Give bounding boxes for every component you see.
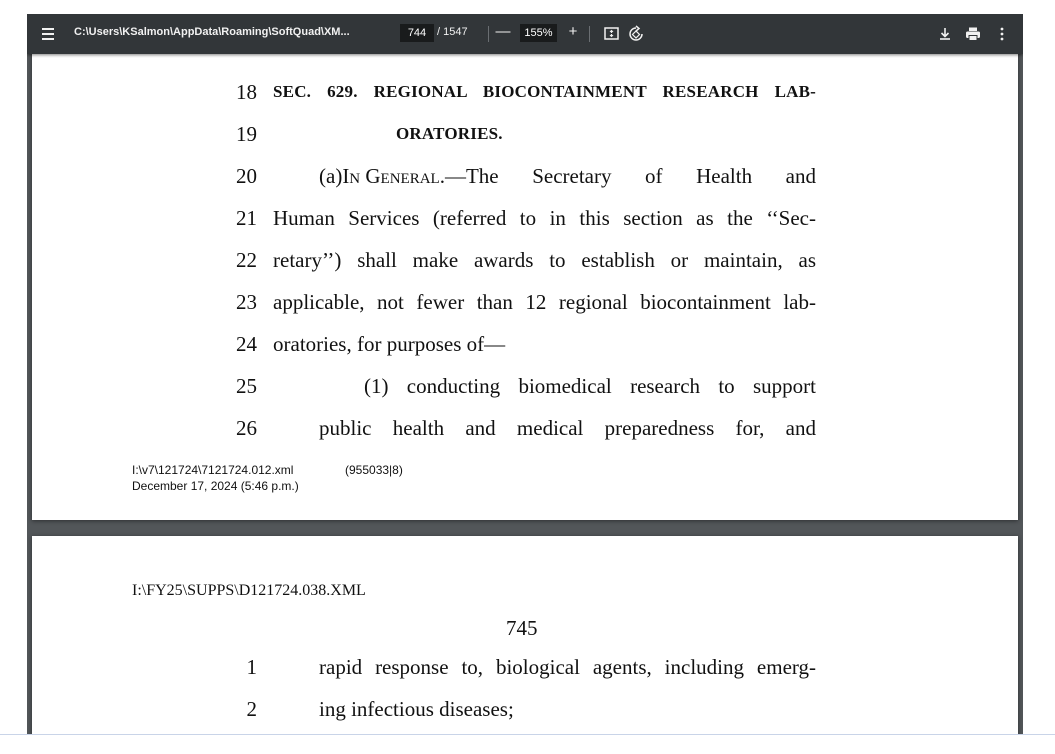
line-number: 20 — [236, 164, 257, 188]
line-text: ing infectious diseases; — [319, 697, 514, 721]
line-number: 1 — [246, 655, 257, 679]
section-heading: ORATORIES. — [396, 124, 503, 143]
text-segment: —The Secretary of Health and — [444, 164, 816, 188]
line-number: 2 — [246, 697, 257, 721]
print-icon[interactable] — [964, 25, 982, 43]
fit-page-icon[interactable] — [603, 25, 621, 43]
zoom-out-button[interactable]: — — [495, 23, 511, 40]
line-number: 25 — [236, 374, 257, 398]
text-line — [32, 122, 1018, 150]
line-text: Human Services (referred to in this section as the ‘‘Sec- — [273, 206, 816, 230]
pdf-page — [32, 536, 1018, 734]
zoom-in-button[interactable]: + — [568, 23, 578, 40]
rotate-icon[interactable] — [627, 25, 645, 43]
text-line — [32, 164, 1018, 192]
text-line — [32, 416, 1018, 444]
text-line — [32, 80, 1018, 108]
window-bottom-edge — [0, 734, 1055, 735]
line-number: 26 — [236, 416, 257, 440]
more-icon[interactable] — [993, 25, 1011, 43]
line-text: public health and medical preparedness for, and — [319, 416, 816, 440]
line-text: retary’’) shall make awards to establish or maintain, as — [273, 248, 816, 272]
zoom-level-input[interactable]: 155% — [520, 24, 557, 42]
pdf-viewer — [27, 14, 1023, 734]
footer-id: (955033|8) — [345, 463, 403, 477]
toolbar-divider — [488, 26, 489, 42]
line-text: (1) conducting biomedical research to support — [364, 374, 816, 398]
line-text: oratories, for purposes of— — [273, 332, 506, 356]
line-number: 24 — [236, 332, 257, 356]
text-segment: (a) — [319, 164, 343, 188]
line-text — [319, 164, 816, 189]
line-number: 22 — [236, 248, 257, 272]
document-title: C:\Users\KSalmon\AppData\Roaming\SoftQuad\XM... — [74, 26, 350, 38]
download-icon[interactable] — [936, 25, 954, 43]
text-line — [32, 332, 1018, 360]
line-number: 23 — [236, 290, 257, 314]
page-total: / 1547 — [437, 26, 468, 38]
subsection-heading: In General. — [342, 164, 445, 188]
line-text: applicable, not fewer than 12 regional biocontainment lab- — [273, 290, 816, 314]
footer-path: I:\v7\121724\7121724.012.xml — [132, 463, 294, 477]
line-number: 19 — [236, 122, 257, 146]
line-text: rapid response to, biological agents, including emerg- — [319, 655, 816, 679]
text-line — [32, 697, 1018, 725]
pdf-page — [32, 14, 1018, 520]
line-number: 18 — [236, 80, 257, 104]
footer-date: December 17, 2024 (5:46 p.m.) — [132, 479, 299, 493]
toolbar-divider — [589, 26, 590, 42]
file-path-header: I:\FY25\SUPPS\D121724.038.XML — [132, 582, 366, 599]
section-heading: SEC. 629. REGIONAL BIOCONTAINMENT RESEARCH LAB- — [273, 82, 816, 101]
text-line — [32, 290, 1018, 318]
menu-icon[interactable] — [40, 24, 60, 44]
page-number: 745 — [506, 616, 538, 640]
text-line — [32, 655, 1018, 683]
page-number-input[interactable]: 744 — [400, 24, 434, 42]
pdf-toolbar — [27, 14, 1023, 54]
text-line — [32, 248, 1018, 276]
line-number: 21 — [236, 206, 257, 230]
text-line — [32, 374, 1018, 402]
text-line — [32, 206, 1018, 234]
